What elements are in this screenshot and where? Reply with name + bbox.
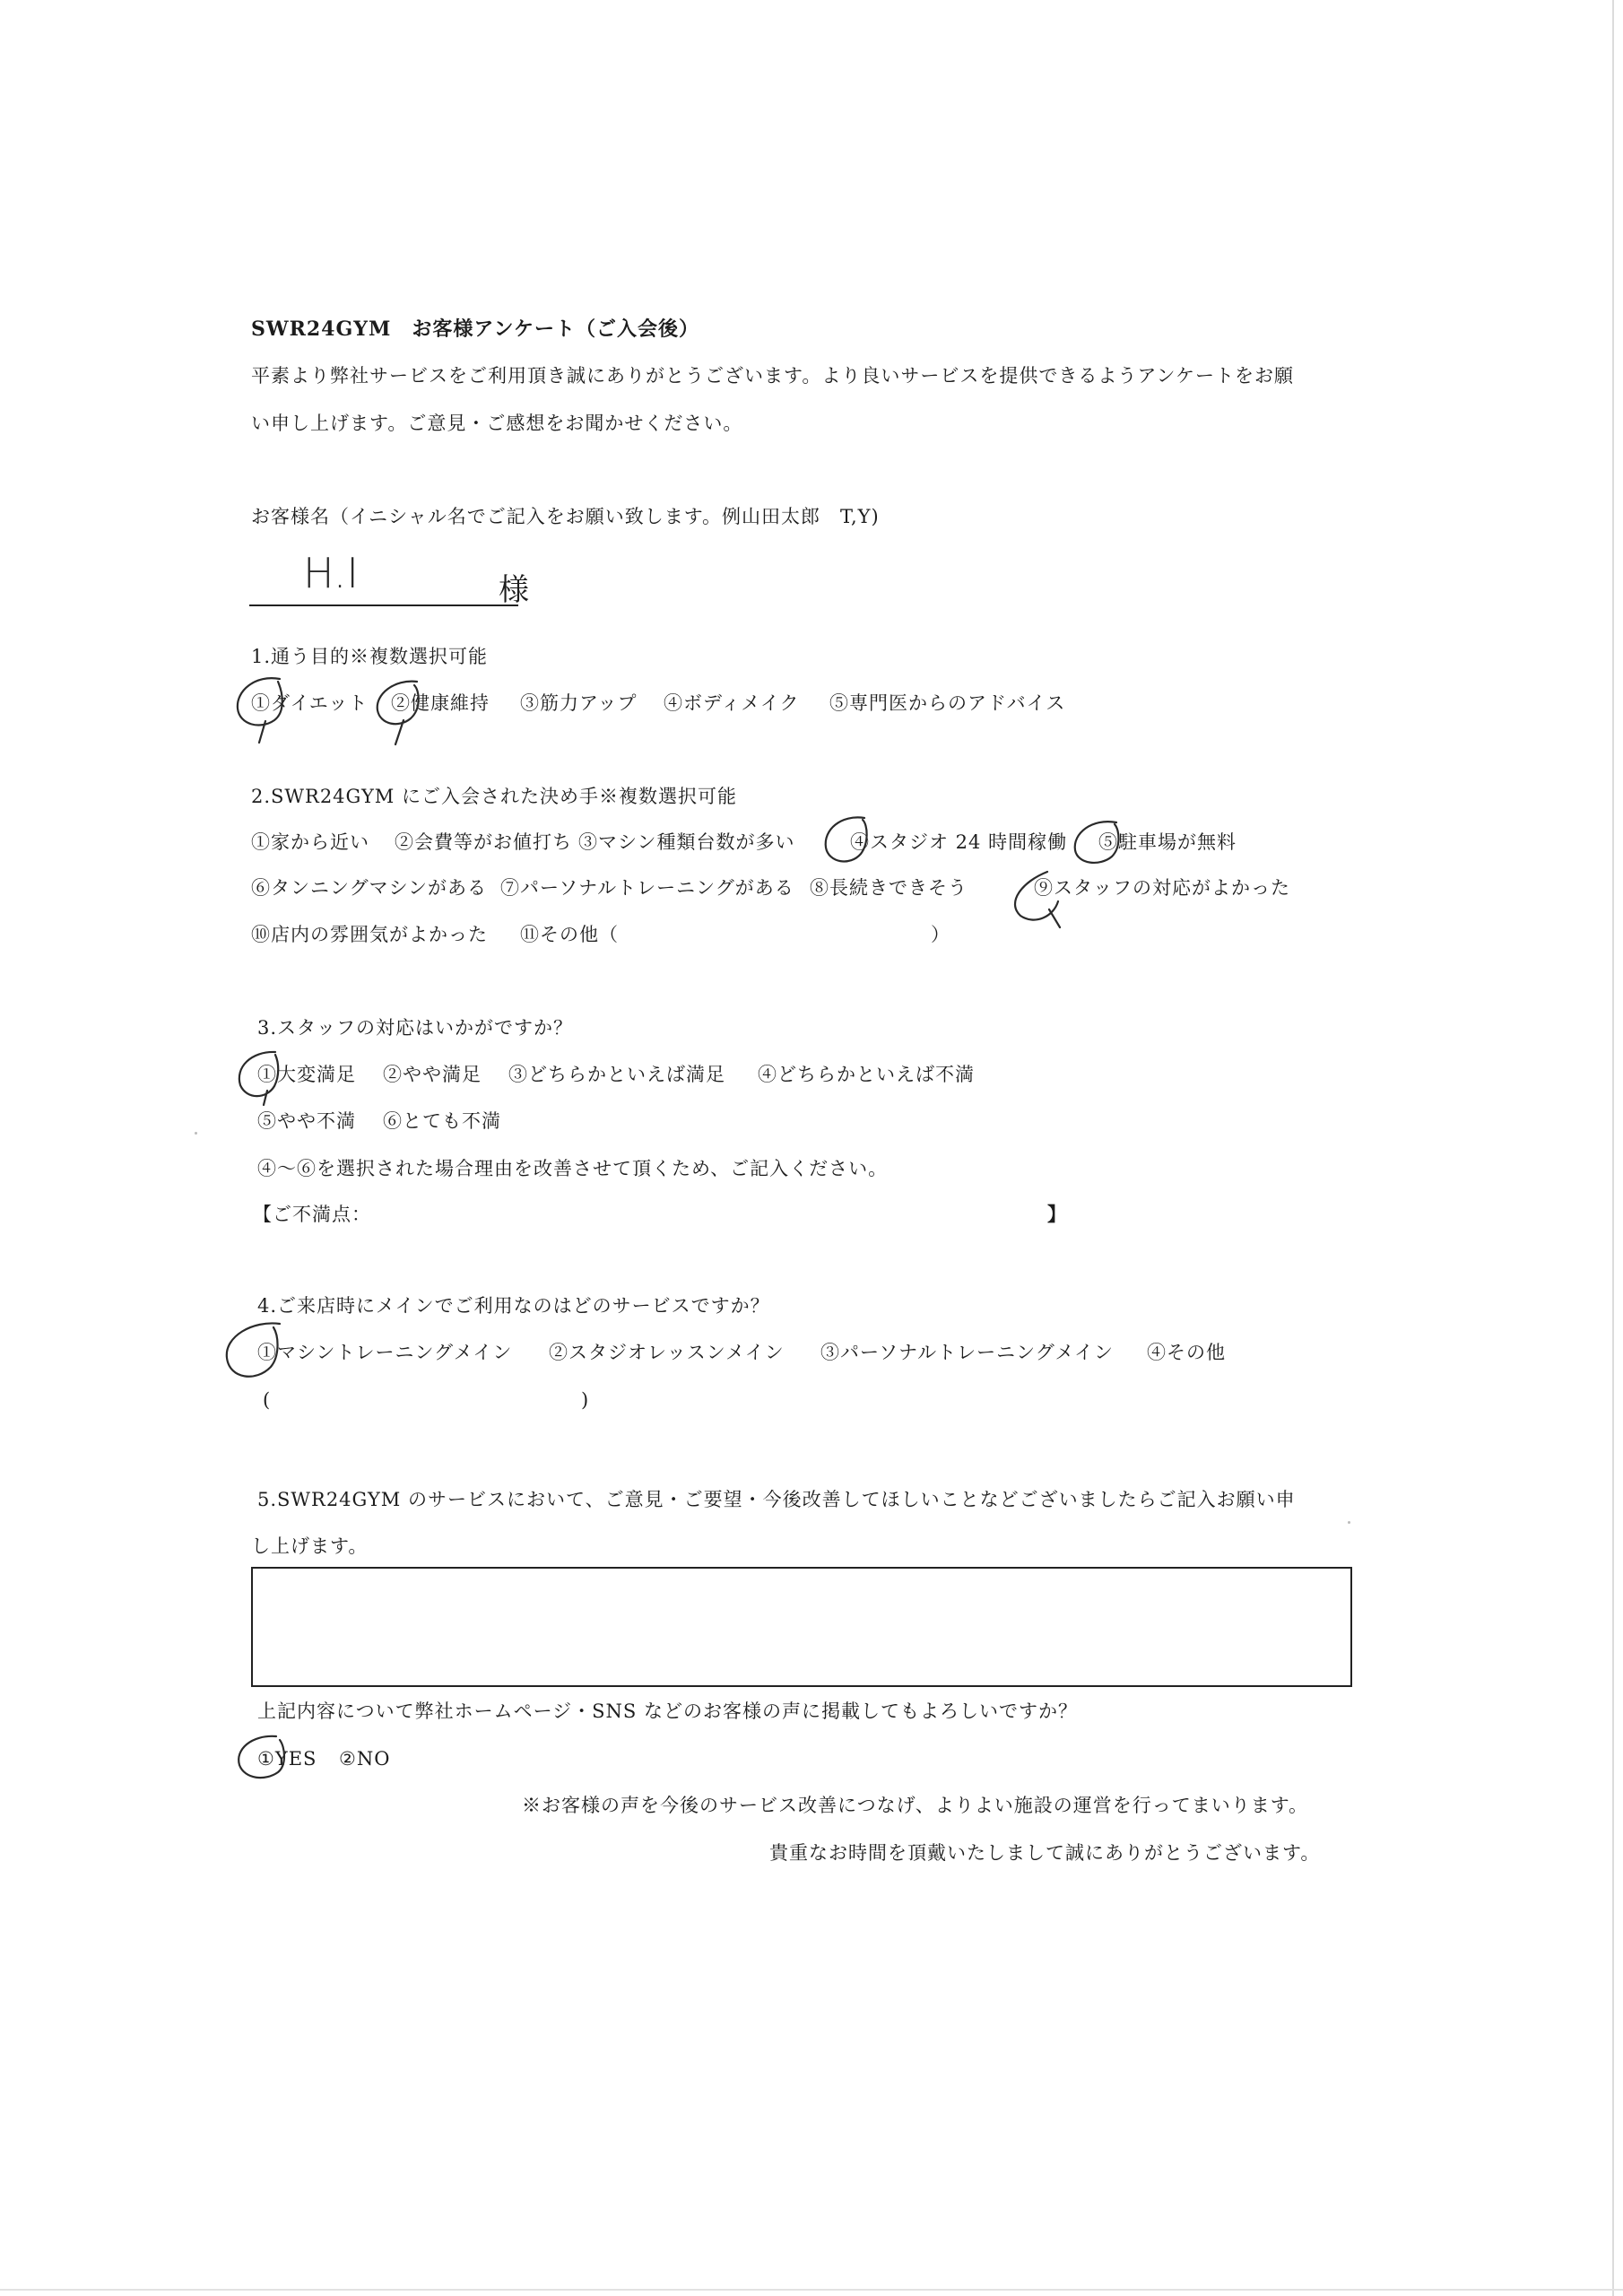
q1-option-5[interactable]: ⑤専門医からのアドバイス <box>829 692 1066 714</box>
customer-name-label: お客様名（イニシャル名でご記入をお願い致します。例山田太郎 T,Y) <box>251 506 880 527</box>
q3-dissatisfaction-label: 【ご不満点： <box>253 1204 371 1225</box>
scan-edge-bottom <box>0 2289 1623 2291</box>
scan-edge-right <box>1612 0 1614 2296</box>
q4-other-open-paren: ( <box>263 1389 272 1411</box>
q3-option-3[interactable]: ③どちらかといえば満足 <box>508 1064 725 1085</box>
q1-option-1[interactable]: ①ダイエット <box>251 692 369 714</box>
intro-line-1: 平素より弊社サービスをご利用頂き誠にありがとうございます。より良いサービスを提供できるようアンケートをお願 <box>251 365 1295 387</box>
q1-option-3[interactable]: ③筋力アップ <box>520 692 638 714</box>
q4-option-1[interactable]: ①マシントレーニングメイン <box>257 1342 513 1363</box>
q2-option-4[interactable]: ④スタジオ 24 時間稼働 <box>850 831 1068 853</box>
q5-question-line-1: 5.SWR24GYM のサービスにおいて、ご意見・ご要望・今後改善してほしいことなどございましたらご記入お願い申 <box>257 1489 1296 1510</box>
footer-line-1: ※お客様の声を今後のサービス改善につなげ、よりよい施設の運営を行ってまいります。 <box>522 1795 1309 1816</box>
q3-option-1[interactable]: ①大変満足 <box>257 1064 356 1085</box>
intro-line-2: い申し上げます。ご意見・ご感想をお聞かせください。 <box>251 413 743 434</box>
scan-speck <box>195 1132 197 1135</box>
q5-question-line-2: し上げます。 <box>251 1535 369 1557</box>
q3-dissatisfaction-close: 】 <box>1047 1203 1067 1225</box>
customer-name-underline <box>249 604 518 606</box>
q2-option-11[interactable]: ⑪その他（ <box>520 924 619 945</box>
q2-option-1[interactable]: ①家から近い <box>251 831 369 853</box>
q4-option-4[interactable]: ④その他 <box>1147 1342 1226 1363</box>
q2-option-8[interactable]: ⑧長続きできそう <box>810 877 968 899</box>
publish-yes[interactable]: ①YES <box>257 1748 317 1770</box>
survey-title: SWR24GYM お客様アンケート（ご入会後） <box>251 317 700 341</box>
q2-option-9[interactable]: ⑨スタッフの対応がよかった <box>1034 877 1290 899</box>
q3-option-2[interactable]: ②やや満足 <box>383 1064 482 1085</box>
q4-other-close-paren: ) <box>581 1389 590 1411</box>
q2-option-11-close-paren: ） <box>931 924 950 945</box>
q3-option-4[interactable]: ④どちらかといえば不満 <box>758 1064 975 1085</box>
publish-question: 上記内容について弊社ホームページ・SNS などのお客様の声に掲載してもよろしいですか？ <box>257 1700 1078 1722</box>
q2-option-7[interactable]: ⑦パーソナルトレーニングがある <box>500 877 794 899</box>
q2-option-2[interactable]: ②会費等がお値打ち <box>395 831 572 853</box>
q3-option-6[interactable]: ⑥とても不満 <box>383 1110 501 1132</box>
footer-line-2: 貴重なお時間を頂戴いたしまして誠にありがとうございます。 <box>769 1842 1321 1864</box>
customer-initials-handwritten[interactable]: H.I <box>303 549 359 597</box>
q3-question: 3.スタッフの対応はいかがですか？ <box>257 1017 574 1039</box>
q3-option-5[interactable]: ⑤やや不満 <box>257 1110 356 1132</box>
q1-option-4[interactable]: ④ボディメイク <box>664 692 800 714</box>
q4-question: 4.ご来店時にメインでご利用なのはどのサービスですか？ <box>257 1295 770 1317</box>
honorific: 様 <box>499 572 529 608</box>
q1-option-2[interactable]: ②健康維持 <box>391 692 490 714</box>
q1-question: 1.通う目的※複数選択可能 <box>251 646 489 667</box>
q2-option-5[interactable]: ⑤駐車場が無料 <box>1098 831 1237 853</box>
q3-note: ④～⑥を選択された場合理由を改善させて頂くため、ご記入ください。 <box>257 1158 889 1179</box>
q2-option-6[interactable]: ⑥タンニングマシンがある <box>251 877 488 899</box>
publish-no[interactable]: ②NO <box>339 1748 391 1770</box>
q2-option-10[interactable]: ⑩店内の雰囲気がよかった <box>251 924 488 945</box>
q2-question: 2.SWR24GYM にご入会された決め手※複数選択可能 <box>251 786 737 807</box>
q5-answer-box[interactable] <box>251 1567 1352 1687</box>
q2-option-3[interactable]: ③マシン種類台数が多い <box>578 831 795 853</box>
scan-speck <box>1348 1521 1350 1524</box>
q4-option-3[interactable]: ③パーソナルトレーニングメイン <box>820 1342 1115 1363</box>
q4-option-2[interactable]: ②スタジオレッスンメイン <box>549 1342 785 1363</box>
